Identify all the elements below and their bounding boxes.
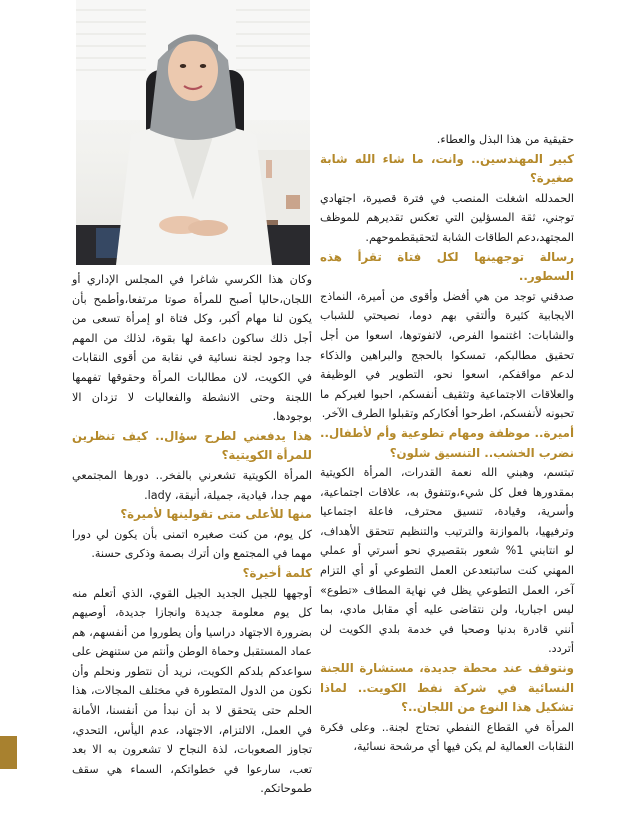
paragraph: المرأة الكويتية تشعرني بالفخر.. دورها المجتمعي مهم جدا، قيادية، جميلة، أنيقة، lady. bbox=[72, 468, 312, 502]
question-heading: هذا يدفعني لطرح سؤال.. كيف تنظرين للمرأة الكويتية؟ bbox=[72, 428, 312, 463]
paragraph: وكان هذا الكرسي شاغرا في المجلس الإداري أو اللجان،حاليا أصبح للمرأة صوتا مرتفعا،وأطمح بأن يكون لنا مهام أكبر، وكل فتاة او إمرأة تسعى من أجل ذلك ساكون داعمة لها بقوة، لذلك من المهم جدا وجود لجنة نسائية في نقابة من أقوى النقابات في الكويت، لان مطالبات المرأة وحقوقها تفهمها اللجنة وحتى الانشطة والفعاليات لا تزدان الا بوجودها. bbox=[72, 273, 312, 424]
right-article-column bbox=[320, 130, 574, 757]
question-heading: أميرة.. موظفة ومهام تطوعية وأم لأطفال.. نضرب الخشب.. التنسيق شلون؟ bbox=[320, 425, 574, 460]
question-heading: منها للأعلى متى تقولينها لأميرة؟ bbox=[120, 507, 312, 522]
page-edge-accent-bar bbox=[0, 736, 17, 769]
woman-portrait-illustration bbox=[76, 0, 310, 265]
question-heading: ونتوقف عند محطة جديدة، مستشارة اللجنة النسائية في شركة نفط الكويت.. لماذا تشكيل هذا النوع من اللجان..؟ bbox=[320, 661, 574, 715]
portrait-photo bbox=[76, 0, 310, 265]
left-article-column bbox=[72, 270, 312, 799]
paragraph: المرأة في القطاع النفطي تحتاج لجنة.. وعلى فكرة النقابات العمالية لم يكن فيها أي مرشحة نسائية، bbox=[320, 720, 574, 754]
question-heading: كلمة أخيرة؟ bbox=[242, 565, 312, 580]
question-heading: كبير المهندسين.. وانت، ما شاء الله شابة صغيرة؟ bbox=[320, 151, 574, 186]
paragraph: كل يوم، من كنت صغيره اتمنى بأن يكون لي دورا مهما في المجتمع وان أترك بصمة وذكرى حسنة. bbox=[72, 527, 312, 561]
paragraph: أوجهها للجيل الجديد الجيل القوي، الذي أتعلم منه كل يوم معلومة جديدة وانجازا جديدة، أوصيهم بضرورة الاجتهاد دراسيا وأن يطوروا من أنفسهم، هم عماد المستقبل وحماة الوطن وأنتم من ستنهض على سواعدكم بلدكم الكويت، نريد أن نتطور ونحلم وأن نكون من الدول المتطورة في مختلف المجالات، هذا الحلم حتى يتحقق لا بد أن نبدأ من أنفسنا، الأمانة في العمل، الالتزام، الاجتهاد، عدم اليأس، التحدي، تجاوز الصعوبات، لذة النجاح لا تشعرون به الا بعد تعب، سارعوا في خطواتكم، السماء هي سقف طموحاتكم. bbox=[72, 586, 312, 796]
paragraph: صدقني توجد من هي أفضل وأقوى من أميرة، النماذج الايجابية كثيرة وألتقي بهم دوما، نصيحتي للشباب والشابات: اغتنموا الفرص، لاتفوتوها، اسعوا من أجل تحقيق مطالبكم، تمسكوا بالحجج والبراهين والذكاء لدعم مواقفكم، اسعوا نحو، التطوير في الوظيفة والعلاقات الاجتماعية وتثقيف أنفسكم، احبوا لغيركم ما تحبونه لأنفسكم، اطرحوا أفكاركم وتقبلوا الطرف الآخر. bbox=[320, 289, 574, 421]
paragraph: الحمدلله اشغلت المنصب في فترة قصيرة، اجتهادي توجني، ثقة المسؤلين التي تعكس تقديرهم للموظف المجتهد،دعم الطاقات الشابة لتحقيقطموحهم. bbox=[320, 191, 574, 244]
paragraph: تبتسم، وهبني الله نعمة القدرات، المرأة الكويتية بمقدورها فعل كل شيء،وتتفوق به، علاقات اجتماعية، وأسرية، وقيادة، تنسيق محترف، فاعلة اجتماعيا وترفيهيا، بالموازنة والترتيب والتنظيم تتحقق الأهداف، لو انتابني 1% شعور بتقصيري نحو أسرتي أو عملي المهني كنت ساتبتعدعن العمل التطوعي أو أي التزام آخر، العمل التطوعي يظل في نهاية المطاف «تطوع» ليس اجباريا، ولن نتقاضى عليه أي مقابل مادي، بما أنني قادرة بدنيا وصحيا في خدمة بلدي الكويت لن أتردد. bbox=[320, 466, 575, 656]
question-heading: رسالة توجهينها لكل فتاة تقرأ هذه السطور.. bbox=[320, 249, 574, 284]
paragraph: حقيقية من هذا البذل والعطاء. bbox=[436, 133, 574, 146]
